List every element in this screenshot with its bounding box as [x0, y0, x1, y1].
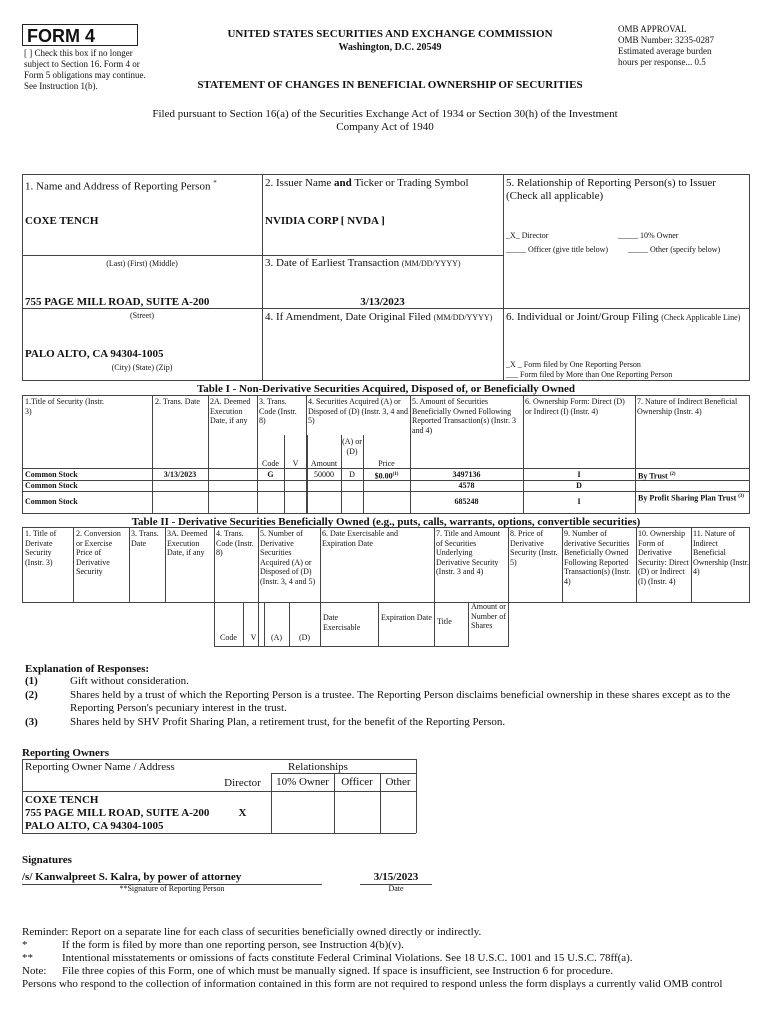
reminder-note-mark: Note:: [22, 965, 47, 977]
box2-label: [265, 177, 469, 190]
t1-h-amount-sub: Amount: [310, 459, 338, 468]
t1-h-ownership-form: 6. Ownership Form: Direct (D) or Indirect (I) (Instr. 4): [525, 397, 625, 416]
explanation-heading: Explanation of Responses:: [25, 663, 150, 675]
t1-row2-form: D: [576, 481, 582, 490]
relationship-other: _____ Other (specify below): [628, 245, 721, 254]
relationship-director: _X_ Director: [506, 231, 549, 240]
box6-label-small: (Check Applicable Line): [661, 313, 741, 322]
reminder-star2-mark: **: [22, 952, 33, 964]
t1-row3-title: Common Stock: [25, 497, 78, 506]
box2-label-pre: 2. Issuer Name: [265, 177, 335, 189]
box3-label-small: (MM/DD/YYYY): [401, 259, 461, 268]
box2-label-post: Ticker or Trading Symbol: [351, 177, 469, 189]
omb-line: Estimated average burden: [618, 46, 712, 56]
t2-h-code-sub: Code: [220, 633, 237, 642]
t2-h-owned: 9. Number of derivative Securities Beneficially Owned Following Reported Transaction(s) (Instr. 4): [564, 529, 631, 586]
t1-h-code-sub: Code: [262, 459, 279, 468]
t1-h-aord-sub: (A) or (D): [342, 437, 362, 456]
omb-line: OMB APPROVAL: [618, 24, 687, 34]
t1-row3-form: I: [577, 497, 581, 506]
t1-row1-price: [363, 470, 410, 481]
footnote-number: (2): [25, 689, 38, 701]
t1-row2-owned: 4578: [458, 481, 475, 490]
t2-h-underlying: 7. Title and Amount of Securities Underlying Derivative Security (Instr. 3 and 4): [436, 529, 501, 576]
box4-label-text: 4. If Amendment, Date Original Filed: [265, 311, 434, 323]
reminder-omb-line: Persons who respond to the collection of information contained in this form are not required to respond unless the form displays a currently valid OMB control: [22, 978, 723, 990]
t2-h-number: 5. Number of Derivative Securities Acquired (A) or Disposed of (D) (Instr. 3, 4 and 5): [260, 529, 316, 586]
t2-h-date: 3. Trans. Date: [131, 529, 159, 548]
t1-row1-date: 3/13/2023: [163, 470, 197, 479]
owner-address-1: 755 PAGE MILL ROAD, SUITE A-200: [25, 807, 210, 819]
t2-h-ownership-form: 10. Ownership Form of Derivative Security: Direct (D) or Indirect (I) (Instr. 4): [638, 529, 689, 586]
box1-label-text: 1. Name and Address of Reporting Person: [25, 180, 211, 193]
owner-director-mark: X: [238, 807, 247, 819]
t1-h-amount-owned: 5. Amount of Securities Beneficially Owned Following Reported Transaction(s) (Instr. 3 and 4): [412, 397, 516, 435]
omb-line: hours per response... 0.5: [618, 57, 706, 67]
reporting-person-street: 755 PAGE MILL ROAD, SUITE A-200: [25, 296, 210, 308]
t1-row1-owned: 3497136: [452, 470, 481, 479]
t1-row1-title: Common Stock: [25, 470, 78, 479]
box1-label: [25, 177, 217, 194]
reporting-person-name: COXE TENCH: [25, 215, 99, 227]
t1-row3-owned: 685248: [454, 497, 479, 506]
checkbox-note: [ ] Check this box if no longer subject to Section 16. Form 4 or Form 5 obligations may continue. See Instruction 1(b).: [24, 48, 146, 91]
box3-label: [265, 257, 461, 270]
t1-row1-price-value: $0.00: [374, 471, 393, 481]
owners-col-10pct: 10% Owner: [276, 776, 329, 788]
t2-h-conversion: 2. Conversion or Exercise Price of Derivative Security: [76, 529, 121, 576]
owner-name: COXE TENCH: [25, 794, 99, 806]
footnote-text: Shares held by a trust of which the Reporting Person is a trustee. The Reporting Person disclaims beneficial ownership in these shares except as to the Reporting Person's pecuniary interest in the trust.: [70, 689, 731, 714]
t1-row1-code: G: [267, 470, 274, 479]
reminder-star1: If the form is filed by more than one reporting person, see Instruction 4(b)(v).: [62, 939, 404, 951]
box2-label-and: and: [334, 177, 352, 189]
signer: /s/ Kanwalpreet S. Kalra, by power of attorney: [22, 871, 242, 883]
reminder-line: Reminder: Report on a separate line for each class of securities beneficially owned directly or indirectly.: [22, 926, 482, 938]
t1-row3-nature: [638, 492, 748, 503]
earliest-transaction-date: 3/13/2023: [360, 296, 405, 308]
t1-row1-nature-value: By Trust: [638, 471, 668, 481]
filing-option-one: _X _ Form filed by One Reporting Person: [506, 360, 641, 369]
filing-option-more: ___ Form filed by More than One Reporting Person: [506, 370, 673, 379]
t2-h-code: 4. Trans. Code (Instr. 8): [216, 529, 254, 557]
t1-row2-title: Common Stock: [25, 481, 78, 490]
t1-row1-amount: 50000: [314, 470, 334, 479]
box4-label-small: (MM/DD/YYYY): [433, 313, 493, 322]
table2-title: Table II - Derivative Securities Beneficially Owned (e.g., puts, calls, warrants, options, convertible securities): [131, 516, 641, 528]
t1-h-nature: 7. Nature of Indirect Beneficial Ownership (Instr. 4): [637, 397, 738, 416]
t2-h-d-sub: (D): [298, 633, 311, 642]
footnote-2-ref: (2): [669, 472, 676, 477]
signature-caption: **Signature of Reporting Person: [119, 884, 225, 893]
reporting-person-city: PALO ALTO, CA 94304-1005: [25, 348, 164, 360]
box4-label: [265, 311, 492, 324]
footnote-text: Shares held by SHV Profit Sharing Plan, a retirement trust, for the benefit of the Reporting Person.: [70, 716, 506, 728]
agency-name: UNITED STATES SECURITIES AND EXCHANGE COMMISSION: [227, 28, 553, 40]
filed-pursuant: Filed pursuant to Section 16(a) of the Securities Exchange Act of 1934 or Section 30(h) of the Investment Company Act of 1940: [152, 108, 618, 133]
omb-line: OMB Number: 3235-0287: [618, 35, 714, 45]
t2-h-price: 8. Price of Derivative Security (Instr. 5): [510, 529, 558, 567]
form-title-box: [22, 24, 138, 46]
owner-address-2: PALO ALTO, CA 94304-1005: [25, 820, 164, 832]
owners-col-director: Director: [224, 777, 261, 789]
box5-label: 5. Relationship of Reporting Person(s) to Issuer: [506, 177, 716, 189]
t2-h-amount-sub: Amount or Number of Shares: [471, 602, 506, 630]
statement-title: STATEMENT OF CHANGES IN BENEFICIAL OWNERSHIP OF SECURITIES: [197, 79, 583, 91]
agency-location: Washington, D.C. 20549: [338, 42, 442, 53]
t1-h-title: 1.Title of Security (Instr. 3): [25, 397, 105, 416]
reminder-star2: Intentional misstatements or omissions of facts constitute Federal Criminal Violations. See 18 U.S.C. 1001 and 15 U.S.C. 78ff(a).: [62, 952, 633, 964]
relationship-officer: _____ Officer (give title below): [506, 245, 609, 254]
footnote-3-ref: (3): [738, 494, 745, 499]
t1-h-securities: 4. Securities Acquired (A) or Disposed of (D) (Instr. 3, 4 and 5): [308, 397, 408, 425]
box6-label-text: 6. Individual or Joint/Group Filing: [506, 311, 662, 323]
issuer-name: NVIDIA CORP [ NVDA ]: [265, 215, 385, 227]
t2-h-v-sub: V: [250, 633, 257, 642]
city-caption: (City) (State) (Zip): [111, 363, 173, 372]
footnote-number: (3): [25, 716, 38, 728]
t1-h-v-sub: V: [292, 459, 299, 468]
name-caption: (Last) (First) (Middle): [106, 259, 178, 268]
owners-col-relationships: Relationships: [288, 761, 348, 773]
box3-label-text: 3. Date of Earliest Transaction: [265, 257, 402, 269]
t1-h-date: 2. Trans. Date: [155, 397, 200, 406]
box5-sub: (Check all applicable): [506, 190, 604, 202]
t2-h-exp-sub: Expiration Date: [381, 613, 432, 622]
box1-label-mark: *: [213, 179, 217, 187]
t2-h-title-sub: Title: [437, 617, 452, 626]
t1-h-deemed: 2A. Deemed Execution Date, if any: [210, 397, 251, 425]
t2-h-exercisable: 6. Date Exercisable and Expiration Date: [322, 529, 398, 548]
t1-row1-nature: [638, 470, 748, 481]
t2-h-nature: 11. Nature of Indirect Beneficial Ownership (Instr. 4): [693, 529, 749, 576]
t1-row3-nature-value: By Profit Sharing Plan Trust: [638, 493, 737, 503]
box6-label: [506, 311, 746, 324]
relationship-10pct: _____ 10% Owner: [618, 231, 679, 240]
t1-row1-aord: D: [349, 470, 355, 479]
t2-h-a-sub: (A): [270, 633, 283, 642]
owners-col-name: Reporting Owner Name / Address: [25, 761, 175, 773]
date-caption: Date: [388, 884, 404, 893]
footnote-1-ref: (1): [392, 472, 399, 477]
reminder-note: File three copies of this Form, one of which must be manually signed. If space is insufficient, see Instruction 6 for procedure.: [62, 965, 614, 977]
t2-h-deemed: 3A. Deemed Execution Date, if any: [167, 529, 208, 557]
t1-h-code: 3. Trans. Code (Instr. 8): [259, 397, 297, 425]
signature-date: 3/15/2023: [373, 871, 419, 883]
footnote-number: (1): [25, 675, 38, 687]
owners-col-officer: Officer: [341, 776, 373, 788]
owners-heading: Reporting Owners: [22, 747, 110, 759]
street-caption: (Street): [130, 311, 154, 320]
owners-col-other: Other: [385, 776, 411, 788]
t1-row1-form: I: [577, 470, 581, 479]
table1-title: Table I - Non-Derivative Securities Acquired, Disposed of, or Beneficially Owned: [196, 383, 576, 395]
reminder-star1-mark: *: [22, 939, 28, 951]
t2-h-title: 1. Title of Derivate Security (Instr. 3): [25, 529, 57, 567]
signatures-heading: Signatures: [22, 854, 72, 866]
footnote-text: Gift without consideration.: [70, 675, 189, 687]
omb-approval: [618, 24, 758, 68]
form-title: FORM 4: [27, 26, 96, 46]
t2-h-date-ex-sub: Date Exercisable: [323, 613, 361, 632]
t1-h-price-sub: Price: [378, 459, 395, 468]
